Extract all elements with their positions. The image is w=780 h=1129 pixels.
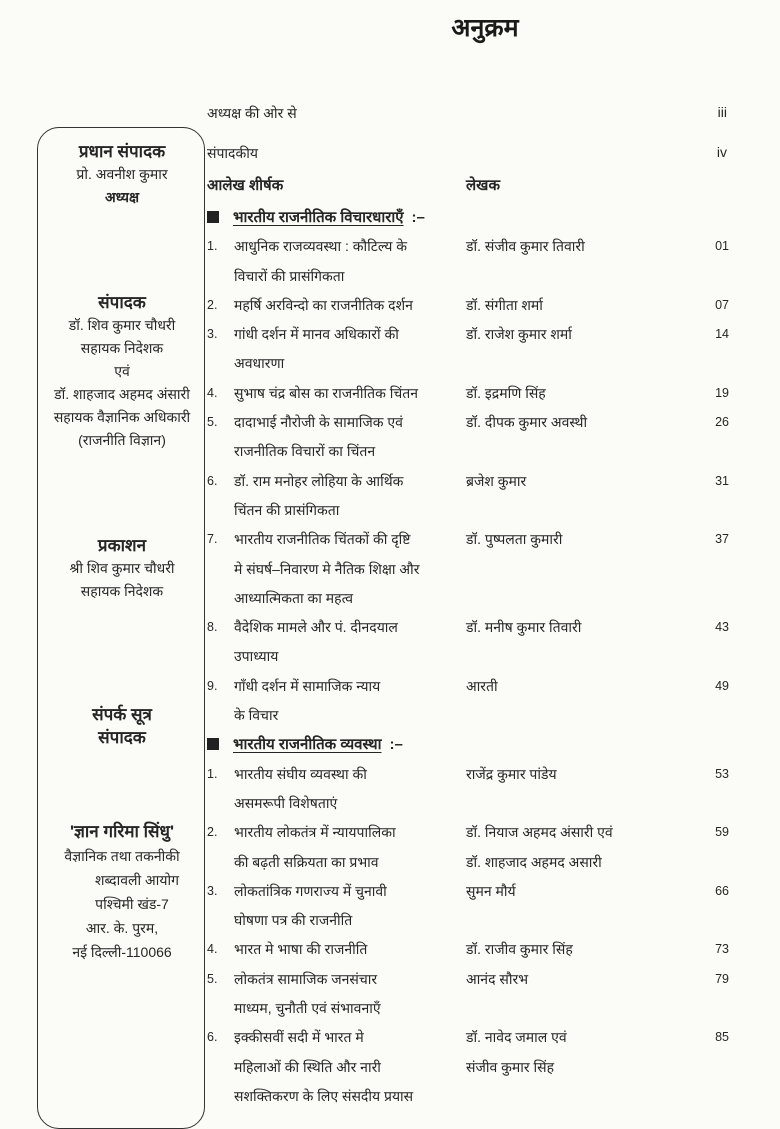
entry-number: 6. xyxy=(207,1030,218,1045)
page-number: 59 xyxy=(715,825,729,840)
section-suffix: :– xyxy=(389,736,403,754)
entry-number: 1. xyxy=(207,239,218,254)
entry-title xyxy=(234,760,466,819)
table-of-contents xyxy=(207,203,729,1111)
entry-author xyxy=(466,467,686,526)
entry-title-line: असमरूपी विशेषताएं xyxy=(234,794,338,811)
entry-title xyxy=(234,935,466,964)
publisher-block xyxy=(37,534,207,603)
entry-number: 3. xyxy=(207,327,218,342)
entry-number: 1. xyxy=(207,766,218,781)
toc-entry[interactable] xyxy=(207,291,729,320)
toc-entry[interactable] xyxy=(207,379,729,408)
entry-author xyxy=(466,613,686,672)
entry-author xyxy=(466,877,686,936)
entry-author-line: सुमन मौर्य xyxy=(466,882,516,899)
entry-title-line: लोकतांत्रिक गणराज्य में चुनावी xyxy=(234,882,387,899)
toc-entry[interactable] xyxy=(207,760,729,819)
entry-title-line: डॉ. राम मनोहर लोहिया के आर्थिक xyxy=(234,472,404,489)
publisher-line: सहायक निदेशक xyxy=(80,583,164,599)
publisher-heading: प्रकाशन xyxy=(97,536,147,555)
page-number: 19 xyxy=(715,385,729,400)
entry-title-line: भारतीय संघीय व्यवस्था की xyxy=(234,765,367,782)
entry-author-line: डॉ. संगीता शर्मा xyxy=(466,296,543,313)
page-number: 66 xyxy=(715,883,729,898)
section-heading xyxy=(207,730,729,759)
entry-title-line: इक्कीसवीं सदी में भारत मे xyxy=(234,1029,364,1046)
entry-title xyxy=(234,965,466,1024)
front-matter-row[interactable] xyxy=(207,144,727,163)
entry-author xyxy=(466,672,686,731)
entry-title-line: सशक्तिकरण के लिए संसदीय प्रयास xyxy=(234,1087,414,1104)
toc-entry[interactable] xyxy=(207,965,729,1024)
entry-title-line: महर्षि अरविन्दो का राजनीतिक दर्शन xyxy=(234,296,413,313)
column-header-title: आलेख शीर्षक xyxy=(207,177,284,194)
chief-editor-heading: प्रधान संपादक xyxy=(78,142,166,161)
page-number: 07 xyxy=(715,297,729,312)
toc-entry[interactable] xyxy=(207,408,729,467)
entry-title-line: मे संघर्ष–निवारण मे नैतिक शिक्षा और xyxy=(234,560,420,577)
entry-title-line: घोषणा पत्र की राजनीति xyxy=(234,912,353,929)
page-number: 01 xyxy=(715,239,729,254)
front-matter-label: संपादकीय xyxy=(207,145,258,161)
entry-title-line: सुभाष चंद्र बोस का राजनीतिक चिंतन xyxy=(234,384,419,401)
page-number: 73 xyxy=(715,942,729,957)
entry-author xyxy=(466,935,686,964)
entry-number: 4. xyxy=(207,942,218,957)
chief-editor-role: अध्यक्ष xyxy=(104,189,140,205)
editor-line: डॉ. शाहजाद अहमद अंसारी xyxy=(54,386,190,402)
entry-author-line: डॉ. नियाज अहमद अंसारी एवं xyxy=(466,824,613,841)
entry-title-line: अवधारणा xyxy=(234,355,285,372)
front-matter-label: अध्यक्ष की ओर से xyxy=(207,105,297,121)
toc-entry[interactable] xyxy=(207,935,729,964)
entry-title xyxy=(234,525,466,613)
section-title: भारतीय राजनीतिक विचारधाराएँ xyxy=(233,209,404,226)
entry-number: 5. xyxy=(207,415,218,430)
entry-title xyxy=(234,1023,466,1111)
entry-author-line: डॉ. राजीव कुमार सिंह xyxy=(466,941,573,958)
section-title: भारतीय राजनीतिक व्यवस्था xyxy=(233,736,382,754)
toc-entry[interactable] xyxy=(207,613,729,672)
entry-title-line: गांधी दर्शन में मानव अधिकारों की xyxy=(234,326,399,343)
page-number: 43 xyxy=(715,620,729,635)
entry-author-line: डॉ. मनीष कुमार तिवारी xyxy=(466,619,582,636)
section-suffix: :– xyxy=(411,209,425,226)
entry-title xyxy=(234,232,466,291)
entry-author xyxy=(466,525,686,613)
address-line: वैज्ञानिक तथा तकनीकी xyxy=(64,848,180,864)
page-title: अनुक्रम xyxy=(451,14,519,42)
entry-author xyxy=(466,760,686,819)
entry-title-line: भारत मे भाषा की राजनीति xyxy=(234,941,368,958)
editor-heading: संपादक xyxy=(98,293,146,312)
bullet-square-icon xyxy=(207,211,219,223)
editor-line: सहायक वैज्ञानिक अधिकारी xyxy=(53,409,191,425)
entry-author xyxy=(466,291,686,320)
entry-title xyxy=(234,877,466,936)
entry-title xyxy=(234,613,466,672)
entry-author-line: आनंद सौरभ xyxy=(466,970,529,987)
entry-number: 4. xyxy=(207,385,218,400)
entry-title-line: चिंतन की प्रासंगिकता xyxy=(234,501,340,518)
page-number: iv xyxy=(716,144,727,160)
front-matter-row[interactable] xyxy=(207,104,727,123)
entry-title-line: आधुनिक राजव्यवस्था : कौटिल्य के xyxy=(234,238,408,255)
editor-line: एवं xyxy=(114,363,130,379)
toc-entry[interactable] xyxy=(207,467,729,526)
entry-author xyxy=(466,818,686,877)
address-line: नई दिल्ली-110066 xyxy=(72,944,172,960)
page-number: 49 xyxy=(715,678,729,693)
entry-title-line: उपाध्याय xyxy=(234,648,279,665)
toc-entry[interactable] xyxy=(207,1023,729,1111)
entry-title-line: लोकतंत्र सामाजिक जनसंचार xyxy=(234,970,378,987)
entry-author xyxy=(466,408,686,467)
page-number: 37 xyxy=(715,532,729,547)
editor-line: (राजनीति विज्ञान) xyxy=(78,432,166,448)
entry-author-line: संजीव कुमार सिंह xyxy=(466,1058,555,1075)
editorial-box xyxy=(37,127,205,1129)
page-number: 31 xyxy=(715,473,729,488)
toc-entry[interactable] xyxy=(207,232,729,291)
entry-title xyxy=(234,672,466,731)
entry-title-line: माध्यम, चुनौती एवं संभावनाएँ xyxy=(234,1000,381,1017)
section-heading xyxy=(207,203,729,232)
address-line: शब्दावली आयोग xyxy=(95,872,179,888)
entry-number: 6. xyxy=(207,473,218,488)
toc-entry[interactable] xyxy=(207,877,729,936)
entry-author-line: डॉ. इद्रमणि सिंह xyxy=(466,384,546,401)
page-number: 26 xyxy=(715,415,729,430)
page-number: 85 xyxy=(715,1030,729,1045)
entry-title xyxy=(234,291,466,320)
entry-title-line: भारतीय लोकतंत्र में न्यायपालिका xyxy=(234,824,396,841)
entry-author xyxy=(466,379,686,408)
entry-title-line: गाँधी दर्शन में सामाजिक न्याय xyxy=(234,677,381,694)
chief-editor-block xyxy=(37,140,207,209)
entry-author-line: आरती xyxy=(466,677,498,694)
entry-number: 9. xyxy=(207,678,218,693)
journal-name: 'ज्ञान गरिमा सिंधु' xyxy=(69,822,175,841)
contact-block xyxy=(37,703,207,749)
entry-author xyxy=(466,1023,686,1111)
entry-author xyxy=(466,320,686,379)
entry-author-line: डॉ. संजीव कुमार तिवारी xyxy=(466,238,585,255)
entry-title-line: भारतीय राजनीतिक चिंतकों की दृष्टि xyxy=(234,531,411,548)
address-line: पश्चिमी खंड-7 xyxy=(95,896,169,912)
editor-block xyxy=(37,291,207,452)
entry-number: 5. xyxy=(207,971,218,986)
entry-title xyxy=(234,467,466,526)
entry-author-line: डॉ. शाहजाद अहमद असारी xyxy=(466,853,602,870)
entry-title-line: के विचार xyxy=(234,707,279,724)
contact-sub: संपादक xyxy=(98,728,146,747)
entry-title-line: दादाभाई नौरोजी के सामाजिक एवं xyxy=(234,414,403,431)
page-number: 53 xyxy=(715,766,729,781)
entry-author-line: डॉ. पुष्पलता कुमारी xyxy=(466,531,563,548)
page-number: 79 xyxy=(715,971,729,986)
entry-title xyxy=(234,818,466,877)
entry-title-line: वैदेशिक मामले और पं. दीनदयाल xyxy=(234,619,398,636)
entry-author-line: डॉ. दीपक कुमार अवस्थी xyxy=(466,414,588,431)
entry-title xyxy=(234,408,466,467)
entry-number: 8. xyxy=(207,620,218,635)
entry-author xyxy=(466,232,686,291)
editor-line: डॉ. शिव कुमार चौधरी xyxy=(68,317,176,333)
editor-line: सहायक निदेशक xyxy=(80,340,164,356)
address-block xyxy=(37,820,207,964)
page-number: iii xyxy=(717,104,727,120)
bullet-square-icon xyxy=(207,738,219,750)
entry-author-line: राजेंद्र कुमार पांडेय xyxy=(466,765,557,782)
publisher-line: श्री शिव कुमार चौधरी xyxy=(69,560,175,576)
entry-title-line: आध्यात्मिकता का महत्व xyxy=(234,589,354,606)
entry-author-line: डॉ. नावेद जमाल एवं xyxy=(466,1029,567,1046)
entry-title-line: महिलाओं की स्थिति और नारी xyxy=(234,1058,381,1075)
entry-author xyxy=(466,965,686,1024)
toc-entry[interactable] xyxy=(207,320,729,379)
toc-entry[interactable] xyxy=(207,672,729,731)
contact-heading: संपर्क सूत्र xyxy=(92,705,152,724)
toc-entry[interactable] xyxy=(207,818,729,877)
entry-number: 7. xyxy=(207,532,218,547)
entry-title-line: की बढ़ती सक्रियता का प्रभाव xyxy=(234,853,379,870)
entry-author-line: ब्रजेश कुमार xyxy=(466,472,527,489)
address-line: आर. के. पुरम, xyxy=(85,920,159,936)
entry-author-line: डॉ. राजेश कुमार शर्मा xyxy=(466,326,572,343)
entry-title-line: राजनीतिक विचारों का चिंतन xyxy=(234,443,376,460)
entry-number: 3. xyxy=(207,883,218,898)
entry-title xyxy=(234,320,466,379)
entry-title-line: विचारों की प्रासंगिकता xyxy=(234,267,345,284)
column-header-author: लेखक xyxy=(466,177,500,194)
toc-entry[interactable] xyxy=(207,525,729,613)
entry-number: 2. xyxy=(207,297,218,312)
entry-number: 2. xyxy=(207,825,218,840)
chief-editor-name: प्रो. अवनीश कुमार xyxy=(76,166,168,182)
entry-title xyxy=(234,379,466,408)
page-number: 14 xyxy=(715,327,729,342)
